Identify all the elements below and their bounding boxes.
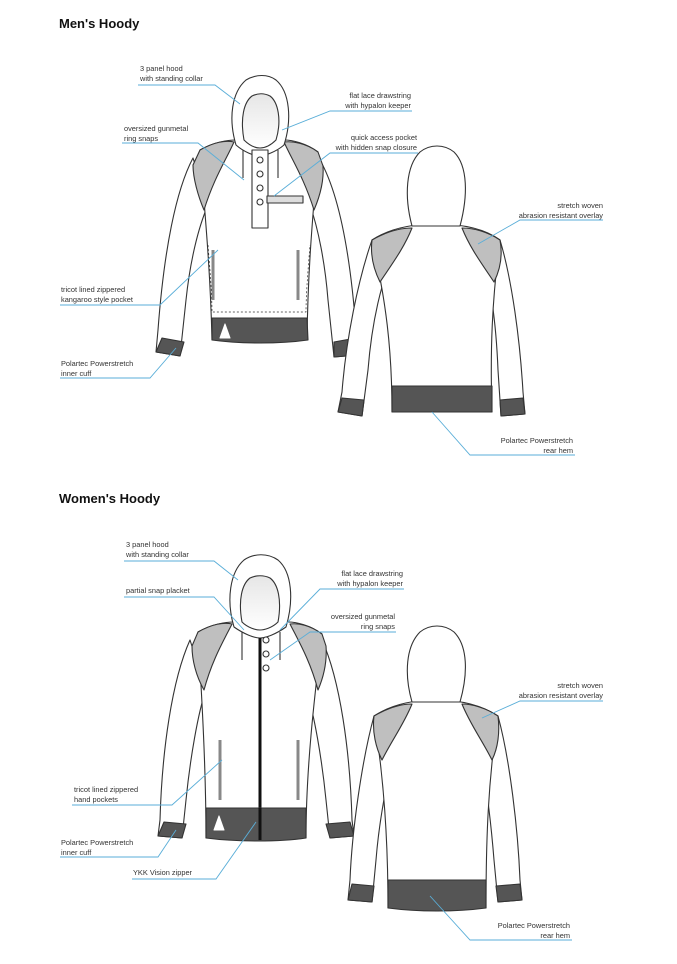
womens-callout-placket-line1: partial snap placket <box>126 586 190 595</box>
mens-callout-pocket-line2: with hidden snap closure <box>335 142 417 152</box>
mens-callout-hood-line1: 3 panel hood <box>140 64 183 73</box>
mens-front-hood-inner <box>242 94 278 148</box>
mens-callout-cuff-line1: Polartec Powerstretch <box>61 359 134 368</box>
womens-callout-hood-line1: 3 panel hood <box>126 540 169 549</box>
womens-hoody-title: Women's Hoody <box>59 491 161 506</box>
womens-callout-drawstring-line2: with hypalon keeper <box>337 578 403 588</box>
mens-callout-hem-line2: rear hem <box>543 445 573 455</box>
mens-callout-pocket-line1: quick access pocket <box>350 133 417 142</box>
mens-callout-drawstring-line2: with hypalon keeper <box>345 100 411 110</box>
womens-callout-placket <box>126 586 190 596</box>
womens-callout-hand-pockets <box>74 785 138 804</box>
womens-callout-drawstring-line1: flat lace drawstring <box>341 569 403 578</box>
womens-callout-hem <box>498 921 570 940</box>
womens-callout-cuff <box>61 838 133 857</box>
womens-callout-ring-snaps-line1: oversized gunmetal <box>330 612 395 621</box>
womens-callout-ring-snaps <box>331 612 395 631</box>
mens-front-drawing <box>156 76 358 358</box>
womens-callout-hem-line2: rear hem <box>540 930 570 940</box>
mens-callout-kangaroo-line1: tricot lined zippered <box>61 285 126 294</box>
womens-callout-hood <box>126 540 189 559</box>
mens-callout-ring-snaps-line1: oversized gunmetal <box>124 124 189 133</box>
womens-callout-zipper <box>133 868 192 878</box>
mens-callout-drawstring <box>345 91 411 110</box>
mens-callout-cuff-line2: inner cuff <box>61 368 92 378</box>
mens-callout-kangaroo <box>61 285 133 304</box>
womens-callout-hand-pockets-line2: hand pockets <box>74 794 118 804</box>
mens-callout-overlay <box>519 201 603 220</box>
mens-callout-ring-snaps <box>124 124 188 143</box>
womens-back-hood <box>407 626 465 702</box>
womens-callout-overlay-line1: stretch woven <box>557 681 603 690</box>
mens-callout-hem <box>501 436 573 455</box>
mens-back-hood <box>407 146 465 226</box>
womens-front-drawing <box>158 555 354 841</box>
mens-callout-pocket <box>336 133 417 152</box>
womens-callout-zipper-line1: YKK Vision zipper <box>133 868 193 877</box>
womens-callout-ring-snaps-line2: ring snaps <box>360 621 395 631</box>
womens-callout-overlay-line2: abrasion resistant overlay <box>518 690 603 700</box>
womens-callout-overlay <box>519 681 603 700</box>
mens-callout-hood <box>140 64 203 83</box>
womens-callout-hood-line2: with standing collar <box>126 549 189 559</box>
mens-callout-drawstring-line1: flat lace drawstring <box>349 91 411 100</box>
mens-callout-overlay-line1: stretch woven <box>557 201 603 210</box>
womens-callout-cuff-line1: Polartec Powerstretch <box>61 838 134 847</box>
womens-callout-hand-pockets-line1: tricot lined zippered <box>74 785 139 794</box>
womens-callout-drawstring <box>337 569 403 588</box>
womens-callout-hem-line1: Polartec Powerstretch <box>497 921 570 930</box>
mens-hoody-title: Men's Hoody <box>59 16 140 31</box>
womens-back-drawing <box>348 626 522 911</box>
mens-callout-overlay-line2: abrasion resistant overlay <box>518 210 603 220</box>
mens-callout-hem-line1: Polartec Powerstretch <box>500 436 573 445</box>
mens-back-hem <box>392 386 492 412</box>
mens-callout-cuff <box>61 359 133 378</box>
womens-callout-cuff-line2: inner cuff <box>61 847 92 857</box>
mens-back-drawing <box>338 146 525 416</box>
mens-callout-ring-snaps-line2: ring snaps <box>124 133 159 143</box>
mens-callout-hood-line2: with standing collar <box>140 73 203 83</box>
mens-callout-kangaroo-line2: kangaroo style pocket <box>61 294 133 304</box>
